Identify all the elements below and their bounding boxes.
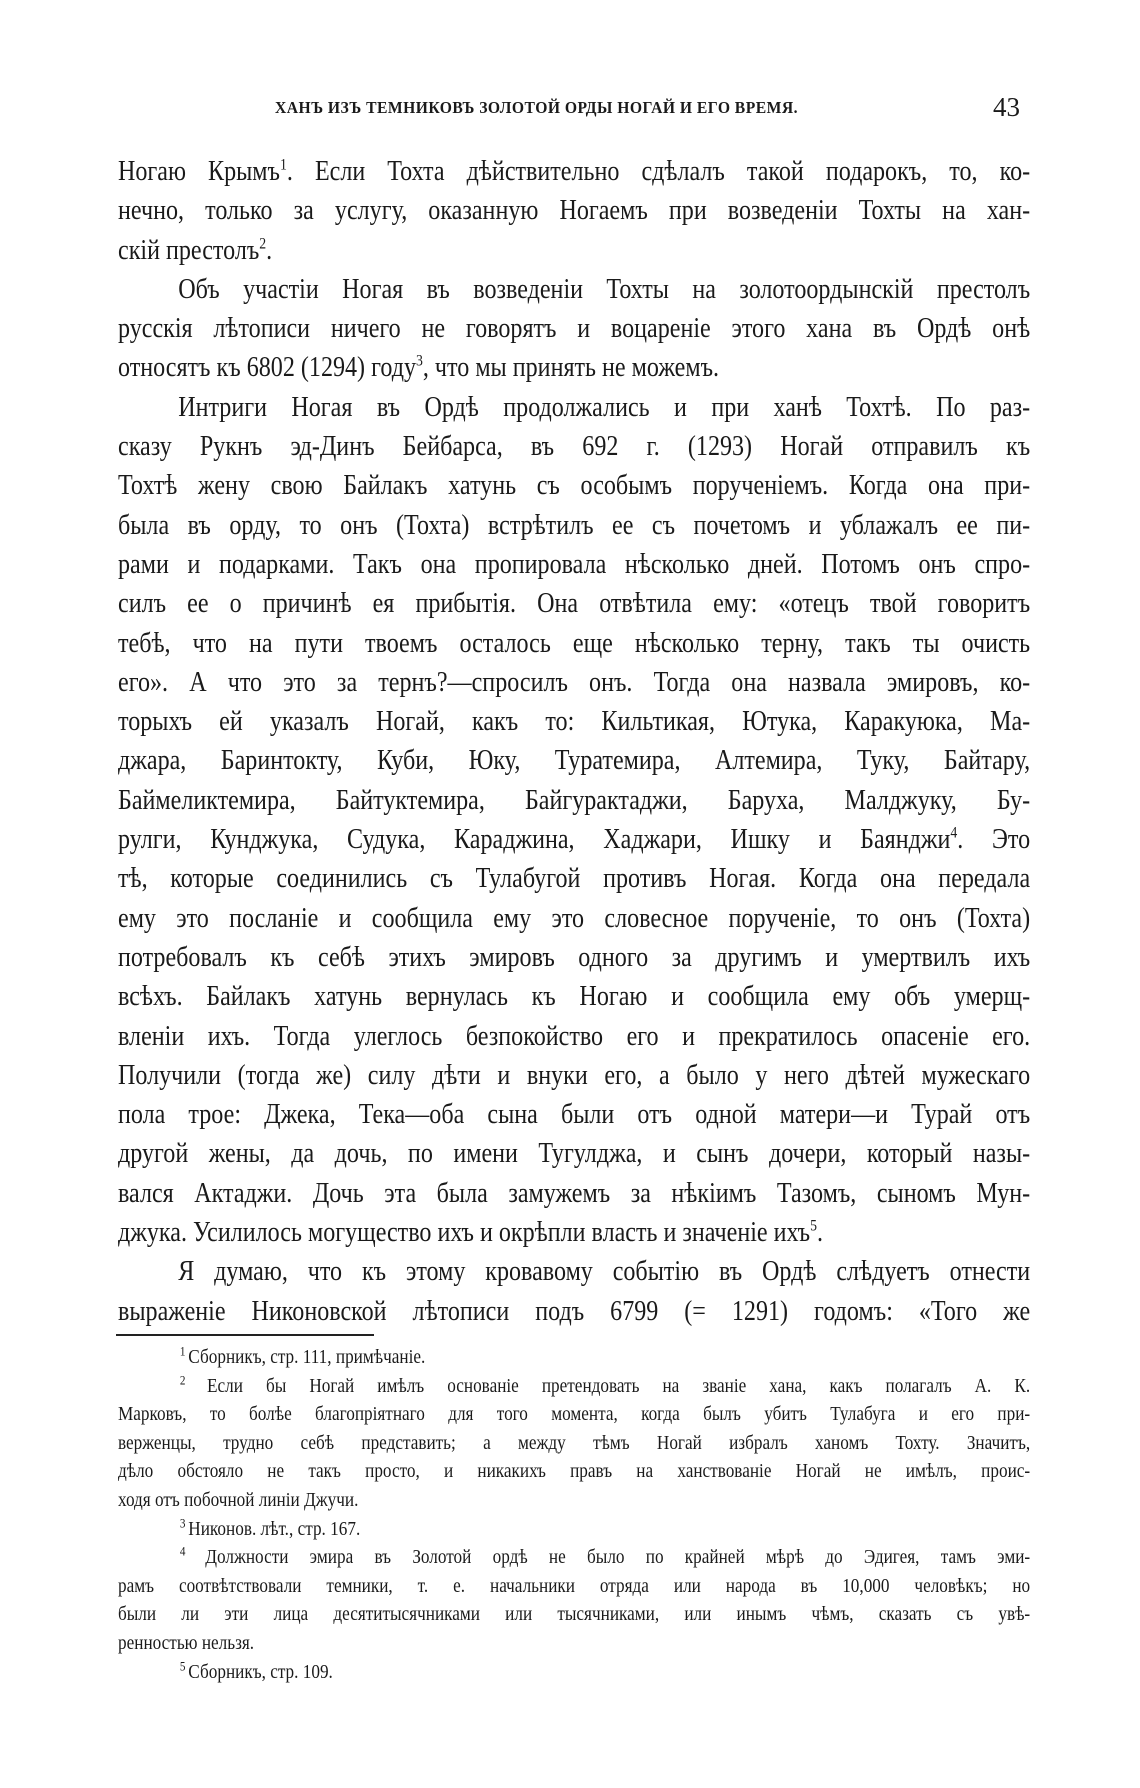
footnote-reference[interactable]: 1: [280, 156, 287, 174]
body-line: нечно, только за услугу, оказанную Ногаемъ при возведеніи Тохты на хан-: [118, 195, 1031, 227]
body-line: тебѣ, что на пути твоемъ осталось еще нѣсколько терну, такъ ты очисть: [118, 627, 1031, 659]
footnote-item: $^2$ Если бы Ногай имѣлъ основаніе претендовать на званіе хана, какъ полагалъ А. К.: [179, 1371, 1031, 1397]
body-line: джара, Баринтокту, Куби, Юку, Туратемира, Алтемира, Туку, Байтару,: [118, 745, 1031, 777]
footnote-line: верженцы, трудно себѣ представить; а между тѣмъ Ногай избралъ ханомъ Тохту. Значитъ,: [118, 1431, 1031, 1454]
body-line: пола трое: Джека, Тека—оба сына были отъ одной матери—и Турай отъ: [118, 1099, 1031, 1131]
footnote-reference[interactable]: 3: [416, 353, 423, 371]
body-line: Ногаю Крымъ$^1$. Если Тохта дѣйствительно сдѣлалъ такой подарокъ, то, ко-: [118, 156, 1031, 187]
body-line: торыхъ ей указалъ Ногай, какъ то: Кильтикая, Ютука, Каракуюка, Ма-: [118, 706, 1031, 738]
body-line: Объ участіи Ногая въ возведеніи Тохты на золотоордынскій престолъ: [178, 273, 1031, 305]
body-line: Я думаю, что къ этому кровавому событію въ Ордѣ слѣдуетъ отнести: [178, 1256, 1031, 1288]
body-line: силъ ее о причинѣ ея прибытія. Она отвѣтила ему: «отецъ твой говоритъ: [118, 588, 1031, 620]
footnote-line: были ли эти лица десятитысячниками или тысячниками, или инымъ чѣмъ, сказать съ увѣ-: [118, 1603, 1031, 1626]
footnote-reference[interactable]: 5: [810, 1217, 817, 1235]
footnote-number: 1: [179, 1343, 189, 1359]
body-line: ему это посланіе и сообщила ему это словесное порученіе, то онъ (Тохта): [118, 902, 1031, 934]
body-line: сказу Рукнъ эд-Динъ Бейбарса, въ 692 г. (1293) Ногай отправилъ къ: [118, 431, 1031, 463]
footnote-item: $^4$ Должности эмира въ Золотой ордѣ не было по крайней мѣрѣ до Эдигея, тамъ эми-: [179, 1543, 1031, 1569]
body-line: Интриги Ногая въ Ордѣ продолжались и при ханѣ Тохтѣ. По раз-: [178, 391, 1031, 423]
footnote-number: 5: [179, 1657, 189, 1673]
body-line: относятъ къ 6802 (1294) году$^3$, что мы принять не можемъ.: [118, 352, 720, 384]
body-line: была въ орду, то онъ (Тохта) встрѣтилъ ее съ почетомъ и ублажалъ ее пи-: [118, 509, 1031, 541]
footnote-number: 2: [179, 1371, 208, 1387]
footnotes: [118, 1343, 1030, 1686]
body-line: рулги, Кунджука, Судука, Караджина, Хаджари, Ишку и Баянджи$^4$. Это: [118, 824, 1031, 856]
body-line: потребовалъ къ себѣ этихъ эмировъ одного за другимъ и умертвилъ ихъ: [118, 941, 1031, 973]
footnote-reference[interactable]: 4: [950, 824, 958, 842]
footnote-line: Марковъ, то болѣе благопріятнаго для того момента, когда былъ убитъ Тулабуга и его при-: [118, 1403, 1031, 1426]
body-line: скій престолъ$^2$.: [118, 234, 273, 266]
body-line: джука. Усилилось могущество ихъ и окрѣпли власть и значеніе ихъ$^5$.: [118, 1217, 823, 1249]
body-line: его». А что это за тернъ?—спросилъ онъ. Тогда она назвала эмировъ, ко-: [118, 666, 1031, 698]
footnote-separator-rule: [116, 1334, 374, 1336]
body-line: всѣхъ. Байлакъ хатунь вернулась къ Ногаю и сообщила ему объ умерщ-: [118, 981, 1031, 1013]
body-line: Баймеликтемира, Байтуктемира, Байгурактаджи, Баруха, Малджуку, Бу-: [118, 784, 1031, 816]
body-line: Тохтѣ жену свою Байлакъ хатунь съ особымъ порученіемъ. Когда она при-: [118, 470, 1031, 502]
body-line: вался Актаджи. Дочь эта была замужемъ за нѣкіимъ Тазомъ, сыномъ Мун-: [118, 1177, 1031, 1209]
body-line: вленіи ихъ. Тогда улеглось безпокойство его и прекратилось опасеніе его.: [118, 1020, 1031, 1052]
page-number: 43: [993, 92, 1020, 122]
body-line: рами и подарками. Такъ она пропировала нѣсколько дней. Потомъ онъ спро-: [118, 548, 1031, 580]
body-line: тѣ, которые соединились съ Тулабугой противъ Ногая. Когда она передала: [118, 863, 1031, 895]
main-text: [118, 152, 1030, 1331]
body-line: русскія лѣтописи ничего не говорятъ и воцареніе этого хана въ Ордѣ онѣ: [118, 313, 1031, 345]
footnote-item: $^3$ Никонов. лѣт., стр. 167.: [179, 1514, 361, 1540]
running-header-title: ХАНЪ ИЗЪ ТЕМНИКОВЪ ЗОЛОТОЙ ОРДЫ НОГАЙ И ЕГО ВРЕМЯ.: [275, 98, 798, 117]
footnote-reference[interactable]: 2: [259, 235, 267, 253]
footnote-line: рамъ соотвѣтствовали темники, т. е. начальники отряда или народа въ 10,000 человѣкъ; но: [118, 1574, 1031, 1597]
footnote-line: дѣло обстояло не такъ просто, и никакихъ правъ на ханствованіе Ногай не имѣлъ, проис-: [118, 1460, 1031, 1483]
body-line: другой жены, да дочь, по имени Тугулджа, и сынъ дочери, который назы-: [118, 1138, 1031, 1170]
body-line: Получили (тогда же) силу дѣти и внуки его, а было у него дѣтей мужескаго: [118, 1059, 1031, 1091]
footnote-line: ренностью нельзя.: [118, 1631, 255, 1654]
footnote-number: 4: [179, 1543, 206, 1559]
footnote-line: ходя отъ побочной линіи Джучи.: [118, 1488, 359, 1511]
footnote-item: $^5$ Сборникъ, стр. 109.: [179, 1657, 333, 1683]
body-line: выраженіе Никоновской лѣтописи подъ 6799 (= 1291) годомъ: «Того же: [118, 1295, 1031, 1327]
footnote-number: 3: [179, 1514, 189, 1530]
footnote-item: $^1$ Сборникъ, стр. 111, примѣчаніе.: [179, 1343, 426, 1368]
